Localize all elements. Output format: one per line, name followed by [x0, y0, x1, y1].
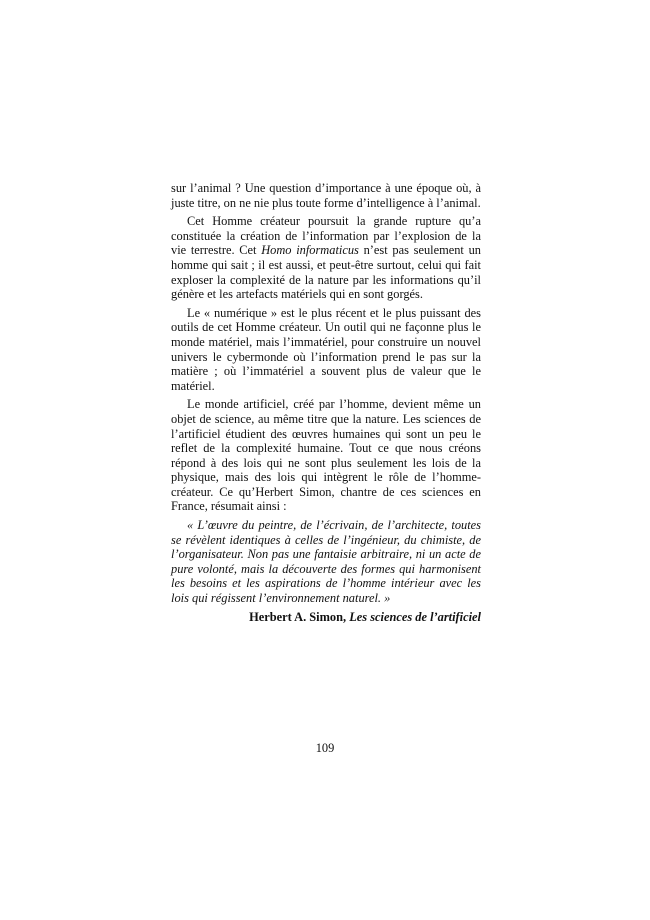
attribution-work-title: Les sciences de l’artificiel	[349, 609, 481, 624]
emphasis-homo-informaticus: Homo informaticus	[261, 243, 359, 258]
paragraph-continuation: sur l’animal ? Une question d’importance à une époque où, à juste titre, on ne nie plus toute forme d’intelligence à l’animal.	[171, 181, 481, 210]
attribution-author: Herbert A. Simon,	[249, 609, 350, 624]
main-text-block	[171, 181, 481, 628]
paragraph-text-start: Cet Homme créateur poursuit la grande rupture qu’a constituée la création de l’information par l’explosion de la vie terrestre. Cet	[171, 214, 481, 258]
paragraph-homo-informaticus	[171, 214, 481, 302]
page-number: 109	[315, 741, 335, 755]
paragraph-numerique: Le « numérique » est le plus récent et le plus puissant des outils de cet Homme créateur. Un outil qui ne façonne plus le monde matériel, mais l’immatériel, pour construire un nouvel univers le cybermonde où l’information prend le pas sur la matière ; où l’immatériel a souvent plus de valeur que le matériel.	[171, 305, 481, 393]
quote-attribution	[171, 610, 481, 625]
paragraph-monde-artificiel: Le monde artificiel, créé par l’homme, devient même un objet de science, au même titre que la nature. Les sciences de l’artificiel étudient des œuvres humaines qui sont un peu le reflet de la complexité humaine. Tout ce que nous créons répond à des lois qui ne sont plus seulement les lois de la physique, mais des lois qui intègrent le rôle de l’homme-créateur. Ce qu’Herbert Simon, chantre de ces sciences en France, résumait ainsi :	[171, 397, 481, 514]
paragraph-text-end: n’est pas seulement un homme qui sait ; il est aussi, et peut-être surtout, celui qui fait exploser la complexité de la nature par les informations qu’il génère et les artefacts matériels qui en sont gorgés.	[171, 243, 481, 302]
block-quote: « L’œuvre du peintre, de l’écrivain, de l’architecte, toutes se révèlent identiques à celles de l’ingénieur, du chimiste, de l’organisateur. Non pas une fantaisie arbitraire, ni un acte de pure volonté, mais la découverte des formes qui harmonisent les besoins et les aspirations de l’homme intérieur avec les lois qui régissent l’environnement naturel. »	[171, 518, 481, 606]
